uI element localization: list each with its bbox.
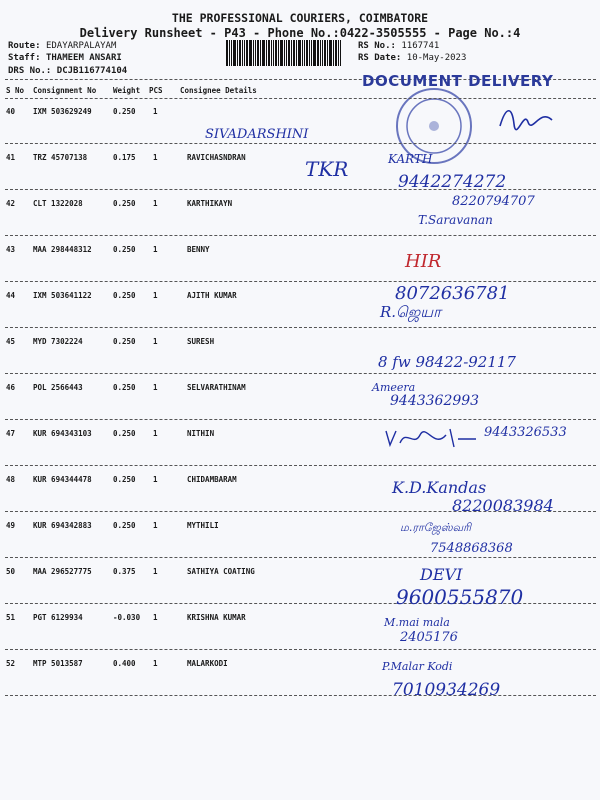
row-sno: 42	[6, 199, 16, 208]
row-consignment: KUR 694342883	[33, 521, 92, 530]
hw-r45: 8 fw 98422-92117	[378, 353, 516, 371]
row-pcs: 1	[153, 291, 158, 300]
signature-r47	[384, 425, 479, 451]
row-weight: 0.250	[113, 429, 136, 438]
hw-r41a: TKR	[305, 157, 349, 181]
row-weight: 0.250	[113, 245, 136, 254]
row-pcs: 1	[153, 107, 158, 116]
col-consignee: Consignee Details	[180, 86, 257, 95]
hw-r51a: M.mai mala	[384, 616, 450, 629]
row-divider	[5, 373, 596, 374]
col-consignment: Consignment No	[33, 86, 97, 95]
route-line	[8, 41, 116, 51]
hw-r42b: T.Saravanan	[418, 213, 493, 227]
row-sno: 41	[6, 153, 16, 162]
hw-r52a: P.Malar Kodi	[382, 660, 453, 673]
runsheet-title: Delivery Runsheet - P43 - Phone No.:0422-3505555 - Page No.:4	[79, 26, 521, 40]
rs-date-value: 10-May-2023	[406, 53, 467, 63]
document-delivery-stamp-title: DOCUMENT DELIVERY	[362, 72, 554, 90]
hw-r41c: 9442274272	[398, 172, 507, 192]
row-divider	[5, 695, 596, 696]
row-weight: 0.250	[113, 337, 136, 346]
row-weight: 0.400	[113, 659, 136, 668]
row-consignee: KRISHNA KUMAR	[187, 613, 246, 622]
row-pcs: 1	[153, 337, 158, 346]
staff-value: THAMEEM ANSARI	[45, 53, 122, 63]
row-sno: 43	[6, 245, 16, 254]
rs-no-value: 1167741	[401, 41, 440, 51]
row-sno: 50	[6, 567, 16, 576]
row-divider	[5, 189, 596, 190]
rs-no-line	[358, 41, 439, 51]
table-row	[0, 659, 600, 671]
row-sno: 44	[6, 291, 16, 300]
col-weight: Weight	[113, 86, 141, 95]
row-consignment: CLT 1322028	[33, 199, 83, 208]
row-pcs: 1	[153, 199, 158, 208]
row-consignment: MYD 7302224	[33, 337, 83, 346]
hw-r40: SIVADARSHINI	[205, 127, 309, 142]
row-weight: 0.250	[113, 383, 136, 392]
hw-r48b: 8220083984	[452, 496, 554, 515]
col-pcs: PCS	[149, 86, 163, 95]
row-sno: 52	[6, 659, 16, 668]
hw-r43: HIR	[405, 251, 442, 272]
drs-line	[8, 66, 127, 76]
row-divider	[5, 649, 596, 650]
row-consignment: KUR 694343103	[33, 429, 92, 438]
hw-r50b: 9600555870	[396, 585, 524, 609]
hw-r44a: 8072636781	[395, 283, 510, 304]
row-pcs: 1	[153, 383, 158, 392]
row-divider	[5, 465, 596, 466]
row-consignee: RAVICHASNDRAN	[187, 153, 246, 162]
row-pcs: 1	[153, 429, 158, 438]
row-sno: 48	[6, 475, 16, 484]
table-row	[0, 337, 600, 349]
row-consignee: KARTHIKAYN	[187, 199, 233, 208]
row-consignment: TRZ 45707138	[33, 153, 88, 162]
drs-label: DRS No.:	[8, 66, 52, 76]
table-row	[0, 521, 600, 533]
row-consignee: MYTHILI	[187, 521, 219, 530]
rs-date-label: RS Date:	[358, 53, 402, 63]
staff-label: Staff:	[8, 53, 41, 63]
row-pcs: 1	[153, 613, 158, 622]
row-sno: 51	[6, 613, 16, 622]
row-consignee: SATHIYA COATING	[187, 567, 255, 576]
row-consignment: KUR 694344478	[33, 475, 92, 484]
hw-r48a: K.D.Kandas	[392, 478, 487, 497]
row-consignee: MALARKODI	[187, 659, 228, 668]
row-weight: 0.375	[113, 567, 136, 576]
row-consignee: SELVARATHINAM	[187, 383, 246, 392]
table-row	[0, 291, 600, 303]
route-label: Route:	[8, 41, 41, 51]
row-sno: 46	[6, 383, 16, 392]
company-title: THE PROFESSIONAL COURIERS, COIMBATORE	[171, 11, 429, 25]
route-value: EDAYARPALAYAM	[45, 41, 117, 51]
row-divider	[5, 419, 596, 420]
staff-line	[8, 53, 122, 63]
row-consignment: IXM 503641122	[33, 291, 92, 300]
row-consignee: BENNY	[187, 245, 210, 254]
row-sno: 47	[6, 429, 16, 438]
barcode	[226, 40, 356, 66]
row-pcs: 1	[153, 521, 158, 530]
col-sno: S No	[6, 86, 25, 95]
hw-r52b: 7010934269	[392, 680, 501, 700]
hw-r44b: R.ஜெயா	[380, 303, 441, 321]
table-row	[0, 245, 600, 257]
row-pcs: 1	[153, 475, 158, 484]
row-consignee: CHIDAMBARAM	[187, 475, 237, 484]
drs-value: DCJB116774104	[56, 66, 128, 76]
row-divider	[5, 281, 596, 282]
table-row	[0, 107, 600, 119]
row-sno: 49	[6, 521, 16, 530]
rs-date-line	[358, 53, 466, 63]
table-row	[0, 567, 600, 579]
hw-r41b: KARTH	[388, 152, 433, 166]
row-consignment: PGT 6129934	[33, 613, 83, 622]
rs-no-label: RS No.:	[358, 41, 396, 51]
row-consignment: MAA 296527775	[33, 567, 92, 576]
hw-r42a: 8220794707	[452, 194, 535, 209]
hw-r49b: 7548868368	[430, 541, 513, 556]
row-pcs: 1	[153, 659, 158, 668]
row-sno: 45	[6, 337, 16, 346]
row-consignment: POL 2566443	[33, 383, 83, 392]
row-pcs: 1	[153, 245, 158, 254]
hw-r50a: DEVI	[420, 565, 463, 584]
row-divider	[5, 235, 596, 236]
row-weight: 0.175	[113, 153, 136, 162]
hw-r51b: 2405176	[400, 630, 458, 645]
hw-r46a: Ameera	[372, 381, 416, 394]
row-pcs: 1	[153, 153, 158, 162]
row-consignee: SURESH	[187, 337, 215, 346]
hw-r46b: 9443362993	[390, 393, 480, 409]
header-divider	[5, 98, 596, 99]
table-row	[0, 153, 600, 165]
table-row	[0, 475, 600, 487]
row-weight: 0.250	[113, 199, 136, 208]
row-divider	[5, 143, 596, 144]
row-sno: 40	[6, 107, 16, 116]
hw-r47: 9443326533	[484, 425, 567, 440]
table-row	[0, 613, 600, 625]
row-consignee: AJITH KUMAR	[187, 291, 237, 300]
row-consignment: MTP 5013587	[33, 659, 83, 668]
row-consignment: IXM 503629249	[33, 107, 92, 116]
row-weight: 0.250	[113, 107, 136, 116]
hw-r49a: ம.ராஜேஸ்வரி	[400, 521, 472, 534]
row-consignee: NITHIN	[187, 429, 215, 438]
row-pcs: 1	[153, 567, 158, 576]
row-divider	[5, 557, 596, 558]
row-weight: 0.250	[113, 521, 136, 530]
row-weight: -0.030	[113, 613, 141, 622]
row-weight: 0.250	[113, 291, 136, 300]
row-divider	[5, 327, 596, 328]
table-row	[0, 383, 600, 395]
row-weight: 0.250	[113, 475, 136, 484]
row-consignment: MAA 298448312	[33, 245, 92, 254]
